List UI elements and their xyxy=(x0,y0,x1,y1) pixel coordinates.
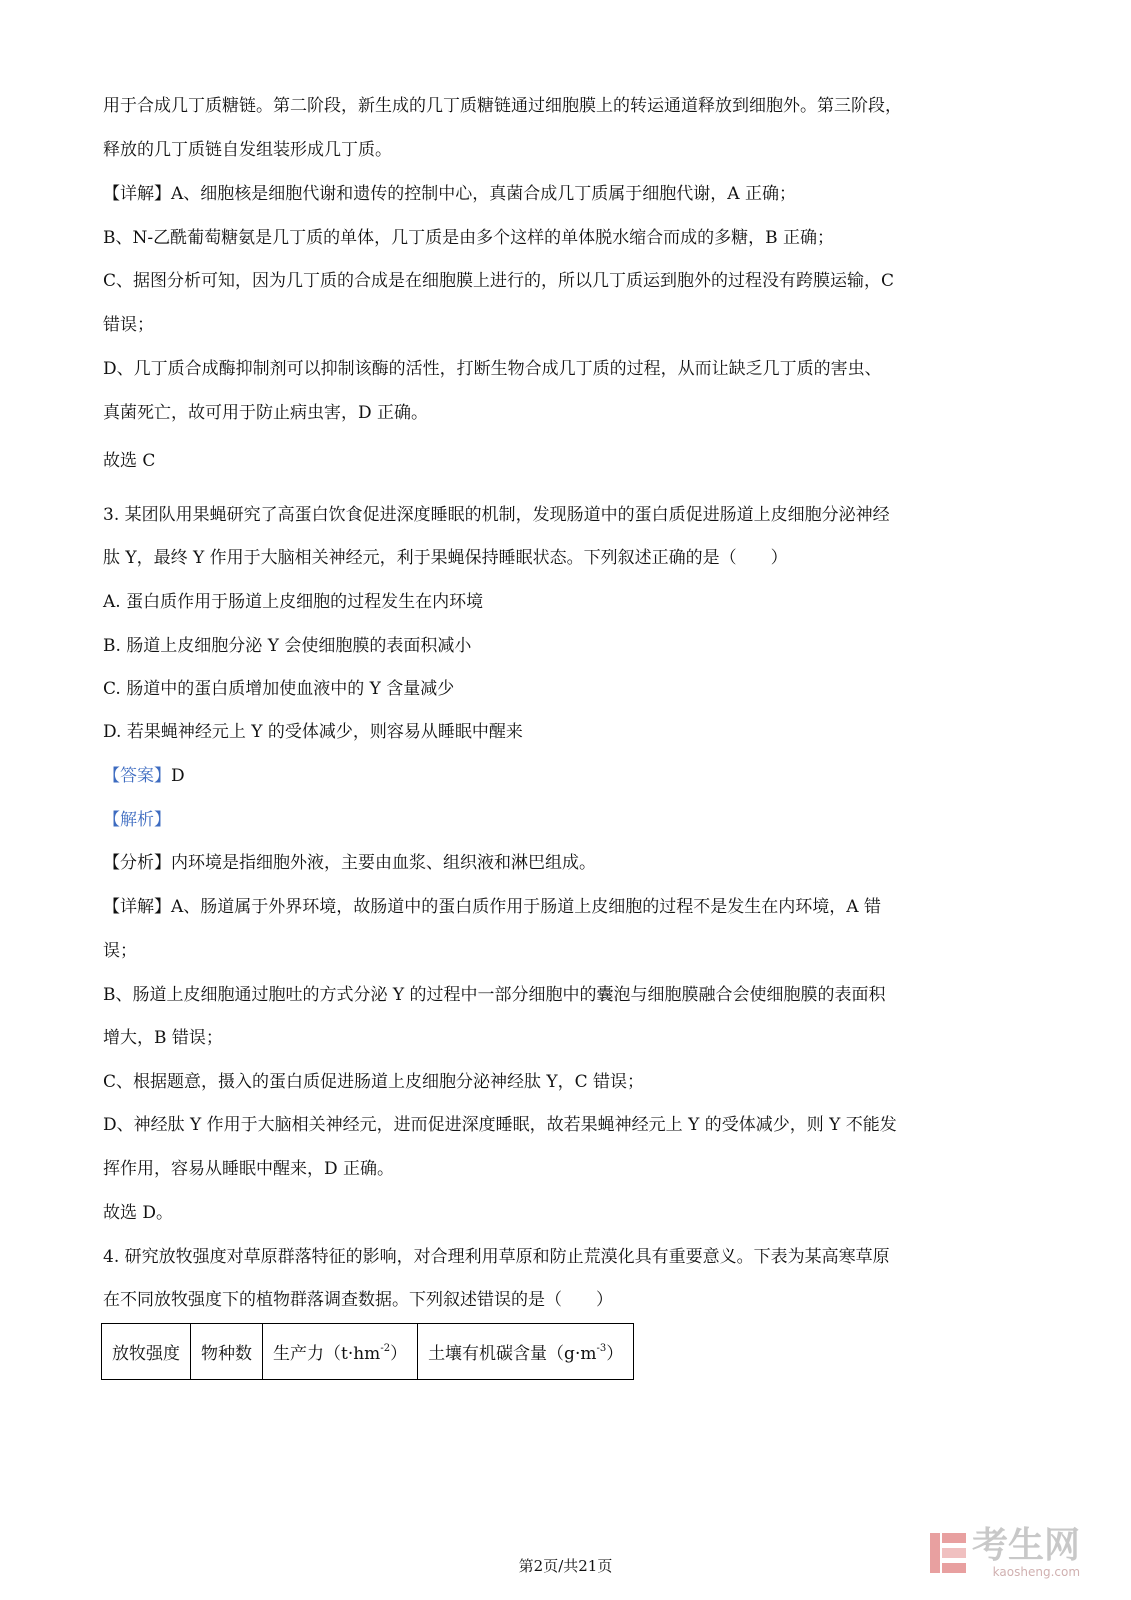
header-exponent: -3 xyxy=(596,1343,607,1354)
header-text: ） xyxy=(390,1344,408,1364)
text-line: 故选 C xyxy=(103,451,156,471)
text-line: 真菌死亡，故可用于防止病虫害，D 正确。 xyxy=(103,403,429,423)
answer-value: D xyxy=(171,766,185,786)
watermark-logo xyxy=(928,1525,1081,1579)
text-line: B、N-乙酰葡萄糖氨是几丁质的单体，几丁质是由多个这样的单体脱水缩合而成的多糖，B 正确； xyxy=(103,228,835,248)
answer-line xyxy=(103,765,1033,787)
header-exponent: -2 xyxy=(380,1343,391,1354)
header-text: ） xyxy=(606,1344,624,1364)
question-4-stem: 在不同放牧强度下的植物群落调查数据。下列叙述错误的是（ ） xyxy=(103,1290,613,1310)
header-text: 土壤有机碳含量（g·m xyxy=(428,1344,597,1364)
text-line: 误； xyxy=(103,941,137,961)
option-a: A. 蛋白质作用于肠道上皮细胞的过程发生在内环境 xyxy=(103,592,484,612)
option-c: C. 肠道中的蛋白质增加使血液中的 Y 含量减少 xyxy=(103,679,455,699)
question-3-stem: 3. 某团队用果蝇研究了高蛋白饮食促进深度睡眠的机制，发现肠道中的蛋白质促进肠道上皮细胞分泌神经 xyxy=(103,505,890,525)
text-line: 释放的几丁质链自发组装形成几丁质。 xyxy=(103,140,392,160)
watermark-text: 考生网 xyxy=(972,1525,1081,1566)
text-line: 【详解】A、细胞核是细胞代谢和遗传的控制中心，真菌合成几丁质属于细胞代谢，A 正确； xyxy=(103,184,796,204)
header-text: 生产力（t·hm xyxy=(273,1344,381,1364)
kaosheng-logo-icon xyxy=(928,1531,968,1575)
table-header-cell xyxy=(418,1324,634,1380)
table-header-cell: 放牧强度 xyxy=(102,1324,191,1380)
answer-label: 【答案】 xyxy=(103,766,171,786)
text-line: 用于合成几丁质糖链。第二阶段，新生成的几丁质糖链通过细胞膜上的转运通道释放到细胞外。第三阶段， xyxy=(103,96,902,116)
text-line: 【详解】A、肠道属于外界环境，故肠道中的蛋白质作用于肠道上皮细胞的过程不是发生在内环境，A 错 xyxy=(103,897,881,917)
data-table xyxy=(101,1323,634,1380)
question-3-stem: 肽 Y，最终 Y 作用于大脑相关神经元，利于果蝇保持睡眠状态。下列叙述正确的是（ ） xyxy=(103,548,788,568)
page-number: 第2页/共21页 xyxy=(518,1557,613,1575)
table-header-row xyxy=(102,1324,634,1380)
text-line: 错误； xyxy=(103,315,154,335)
table-header-cell xyxy=(263,1324,418,1380)
text-line: C、据图分析可知，因为几丁质的合成是在细胞膜上进行的，所以几丁质运到胞外的过程没有跨膜运输，C xyxy=(103,271,895,291)
option-d: D. 若果蝇神经元上 Y 的受体减少，则容易从睡眠中醒来 xyxy=(103,722,523,742)
text-line: 【分析】内环境是指细胞外液，主要由血浆、组织液和淋巴组成。 xyxy=(103,853,596,873)
text-line: D、神经肽 Y 作用于大脑相关神经元，进而促进深度睡眠，故若果蝇神经元上 Y 的受体减少，则 Y 不能发 xyxy=(103,1115,897,1135)
text-line: 故选 D。 xyxy=(103,1203,174,1223)
text-line: 增大，B 错误； xyxy=(103,1028,223,1048)
option-b: B. 肠道上皮细胞分泌 Y 会使细胞膜的表面积减小 xyxy=(103,636,472,656)
watermark-url: kaosheng.com xyxy=(992,1565,1081,1579)
text-line: 挥作用，容易从睡眠中醒来，D 正确。 xyxy=(103,1159,395,1179)
question-4-stem: 4. 研究放牧强度对草原群落特征的影响，对合理利用草原和防止荒漠化具有重要意义。下表为某高寒草原 xyxy=(103,1247,890,1267)
text-line: D、几丁质合成酶抑制剂可以抑制该酶的活性，打断生物合成几丁质的过程，从而让缺乏几丁质的害虫、 xyxy=(103,359,882,379)
table-header-cell: 物种数 xyxy=(191,1324,263,1380)
analysis-label: 【解析】 xyxy=(103,810,171,830)
text-line: C、根据题意，摄入的蛋白质促进肠道上皮细胞分泌神经肽 Y，C 错误； xyxy=(103,1072,645,1092)
text-line: B、肠道上皮细胞通过胞吐的方式分泌 Y 的过程中一部分细胞中的囊泡与细胞膜融合会使细胞膜的表面积 xyxy=(103,985,886,1005)
